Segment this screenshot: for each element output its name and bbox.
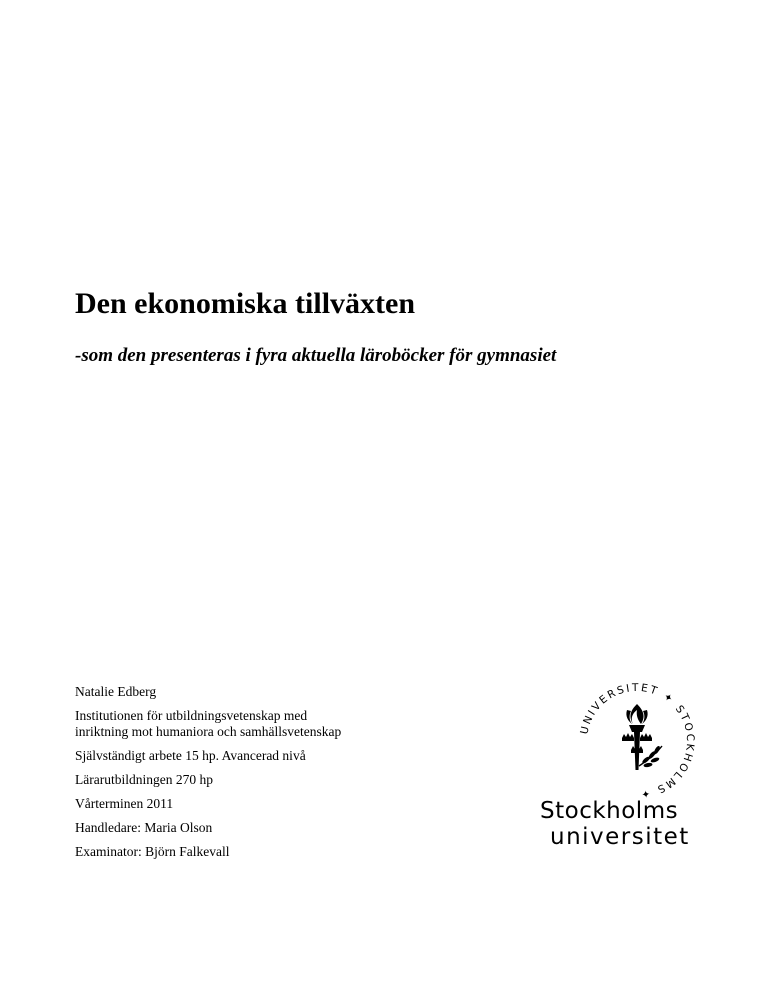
university-wordmark bbox=[540, 798, 690, 850]
work-type: Självständigt arbete 15 hp. Avancerad nivå bbox=[75, 748, 306, 763]
department: Institutionen för utbildningsvetenskap med inriktning mot humaniora och samhällsvetenskap bbox=[75, 708, 342, 739]
wordmark-line-2: universitet bbox=[550, 824, 690, 850]
wordmark-line-1: Stockholms bbox=[540, 798, 679, 824]
supervisor: Handledare: Maria Olson bbox=[75, 820, 213, 835]
program: Lärarutbildningen 270 hp bbox=[75, 772, 213, 787]
university-seal-icon bbox=[576, 680, 698, 802]
examiner: Examinator: Björn Falkevall bbox=[75, 844, 230, 859]
university-logo bbox=[536, 680, 696, 850]
document-title: Den ekonomiska tillväxten bbox=[75, 287, 416, 320]
thesis-info bbox=[75, 684, 455, 868]
term: Vårterminen 2011 bbox=[75, 796, 174, 811]
document-subtitle: -som den presenteras i fyra aktuella läroböcker för gymnasiet bbox=[75, 345, 557, 366]
svg-text:UNIVERSITET ✦ STOCKHOLMS ✦: UNIVERSITET ✦ STOCKHOLMS ✦ bbox=[578, 681, 697, 801]
author-name: Natalie Edberg bbox=[75, 684, 157, 699]
